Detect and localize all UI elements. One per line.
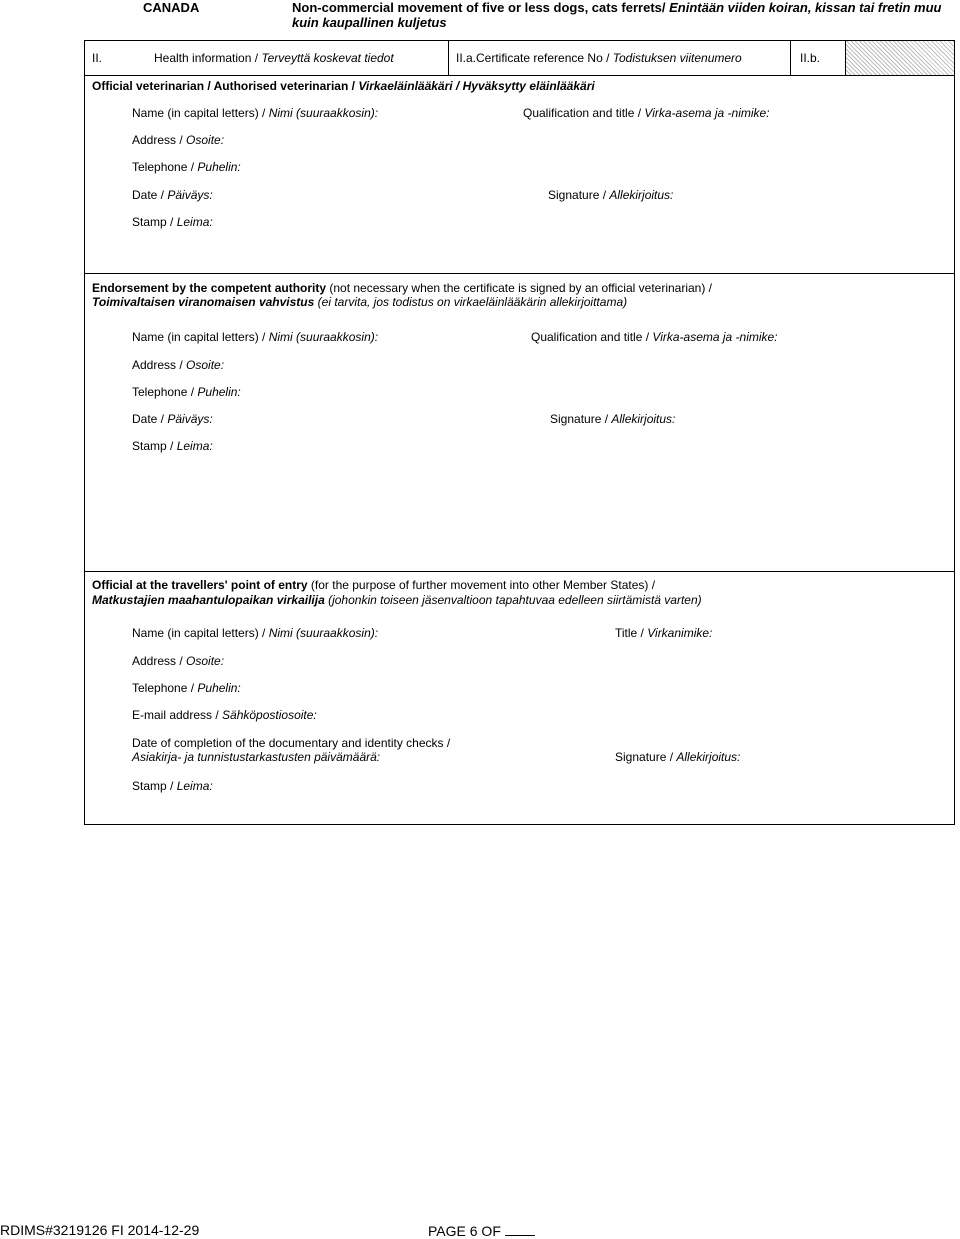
cert-ref-label xyxy=(456,51,742,65)
official-vet-heading-en: Official veterinarian / Authorised veterinarian / xyxy=(92,79,359,93)
cert-ref-code: II.a. xyxy=(456,51,477,65)
section-divider-2 xyxy=(84,571,955,572)
s1-telephone-fi: Puhelin: xyxy=(197,160,241,174)
official-vet-heading xyxy=(92,79,595,93)
s1-qual-label xyxy=(523,106,770,120)
entry-official-heading-rest: (for the purpose of further movement into other Member States) / xyxy=(307,578,656,592)
entry-official-heading xyxy=(92,578,655,592)
s3-signature-label xyxy=(615,750,740,764)
s3-title-fi: Virkanimike: xyxy=(647,626,713,640)
s3-address-label xyxy=(132,654,224,668)
official-vet-heading-fi: Virkaeläinlääkäri / Hyväksytty eläinlääkäri xyxy=(358,79,595,93)
title-fi-line2: kuin kaupallinen kuljetus xyxy=(292,15,447,30)
s3-name-label xyxy=(132,626,378,640)
s2-qual-en: Qualification and title / xyxy=(531,330,653,344)
endorsement-heading-fi-bold: Toimivaltaisen viranomaisen vahvistus xyxy=(92,295,315,309)
s3-address-en: Address / xyxy=(132,654,187,668)
endorsement-heading-bold: Endorsement by the competent authority xyxy=(92,281,327,295)
entry-official-heading-fi xyxy=(92,593,702,607)
s1-name-label xyxy=(132,106,378,120)
s2-date-fi: Päiväys: xyxy=(167,412,213,426)
s1-name-fi: Nimi (suuraakkosin): xyxy=(268,106,379,120)
header-divider-2 xyxy=(790,40,791,76)
endorsement-heading-rest: (not necessary when the certificate is signed by an official veterinarian) / xyxy=(326,281,713,295)
s3-stamp-label xyxy=(132,779,213,793)
s2-name-fi: Nimi (suuraakkosin): xyxy=(268,330,379,344)
s1-telephone-en: Telephone / xyxy=(132,160,198,174)
section-title-en: Health information / xyxy=(154,51,262,65)
s1-name-en: Name (in capital letters) / xyxy=(132,106,269,120)
s2-signature-label xyxy=(550,412,675,426)
s3-telephone-label xyxy=(132,681,241,695)
page-total-blank xyxy=(505,1222,535,1236)
s1-date-label xyxy=(132,188,213,202)
cert-ref-text: Certificate reference No / xyxy=(476,51,613,65)
section-title xyxy=(154,51,394,65)
cert-ref-text-fi: Todistuksen viitenumero xyxy=(612,51,742,65)
s2-telephone-en: Telephone / xyxy=(132,385,198,399)
s3-telephone-fi: Puhelin: xyxy=(197,681,241,695)
s3-telephone-en: Telephone / xyxy=(132,681,198,695)
iib-label: II.b. xyxy=(800,51,821,65)
page-number xyxy=(428,1222,535,1239)
s3-name-fi: Nimi (suuraakkosin): xyxy=(268,626,379,640)
s2-stamp-label xyxy=(132,439,213,453)
s1-date-en: Date / xyxy=(132,188,168,202)
s2-stamp-en: Stamp / xyxy=(132,439,177,453)
s3-email-en: E-mail address / xyxy=(132,708,223,722)
s2-signature-fi: Allekirjoitus: xyxy=(611,412,676,426)
s1-stamp-fi: Leima: xyxy=(176,215,213,229)
s3-title-en: Title / xyxy=(615,626,648,640)
s3-title-label xyxy=(615,626,712,640)
s3-signature-en: Signature / xyxy=(615,750,677,764)
section-number: II. xyxy=(92,51,103,65)
s1-stamp-label xyxy=(132,215,213,229)
s2-date-label xyxy=(132,412,213,426)
s3-checks-label-fi: Asiakirja- ja tunnistustarkastusten päivämäärä: xyxy=(132,750,381,764)
s2-signature-en: Signature / xyxy=(550,412,612,426)
country-label: CANADA xyxy=(143,0,200,15)
document-title xyxy=(292,0,941,30)
document-id: RDIMS#3219126 FI 2014-12-29 xyxy=(0,1222,200,1238)
s3-email-fi: Sähköpostiosoite: xyxy=(222,708,317,722)
s1-signature-en: Signature / xyxy=(548,188,610,202)
s1-stamp-en: Stamp / xyxy=(132,215,177,229)
s2-qual-fi: Virka-asema ja -nimike: xyxy=(652,330,778,344)
s2-telephone-label xyxy=(132,385,241,399)
endorsement-heading-fi-rest: (ei tarvita, jos todistus on virkaeläinlääkärin allekirjoittama) xyxy=(314,295,628,309)
s3-stamp-en: Stamp / xyxy=(132,779,177,793)
title-en: Non-commercial movement of five or less dogs, cats ferrets/ xyxy=(292,0,670,15)
s1-telephone-label xyxy=(132,160,241,174)
s2-address-fi: Osoite: xyxy=(186,358,225,372)
s2-stamp-fi: Leima: xyxy=(176,439,213,453)
endorsement-heading xyxy=(92,281,712,295)
s2-name-en: Name (in capital letters) / xyxy=(132,330,269,344)
s2-name-label xyxy=(132,330,378,344)
s1-signature-fi: Allekirjoitus: xyxy=(609,188,674,202)
entry-official-heading-fi-bold: Matkustajien maahantulopaikan virkailija xyxy=(92,593,325,607)
page-label: PAGE 6 OF xyxy=(428,1223,505,1239)
s3-name-en: Name (in capital letters) / xyxy=(132,626,269,640)
s1-qual-fi: Virka-asema ja -nimike: xyxy=(644,106,770,120)
endorsement-heading-fi xyxy=(92,295,627,309)
section-title-fi: Terveyttä koskevat tiedot xyxy=(261,51,394,65)
s2-address-label xyxy=(132,358,224,372)
s1-qual-en: Qualification and title / xyxy=(523,106,645,120)
s1-signature-label xyxy=(548,188,673,202)
title-fi: Enintään viiden koiran, kissan tai fretin muu xyxy=(669,0,942,15)
s2-qual-label xyxy=(531,330,778,344)
hatched-cell xyxy=(846,41,954,75)
s3-address-fi: Osoite: xyxy=(186,654,225,668)
s1-address-fi: Osoite: xyxy=(186,133,225,147)
header-divider-1 xyxy=(448,40,449,76)
s3-checks-label: Date of completion of the documentary and identity checks / xyxy=(132,736,451,750)
s1-date-fi: Päiväys: xyxy=(167,188,213,202)
s2-address-en: Address / xyxy=(132,358,187,372)
s3-email-label xyxy=(132,708,317,722)
s1-address-label xyxy=(132,133,224,147)
entry-official-heading-fi-rest: (johonkin toiseen jäsenvaltioon tapahtuvaa edelleen siirtämistä varten) xyxy=(324,593,702,607)
s1-address-en: Address / xyxy=(132,133,187,147)
entry-official-heading-bold: Official at the travellers' point of entry xyxy=(92,578,308,592)
s2-date-en: Date / xyxy=(132,412,168,426)
s3-signature-fi: Allekirjoitus: xyxy=(676,750,741,764)
section-divider-1 xyxy=(84,273,955,274)
s2-telephone-fi: Puhelin: xyxy=(197,385,241,399)
s3-stamp-fi: Leima: xyxy=(176,779,213,793)
